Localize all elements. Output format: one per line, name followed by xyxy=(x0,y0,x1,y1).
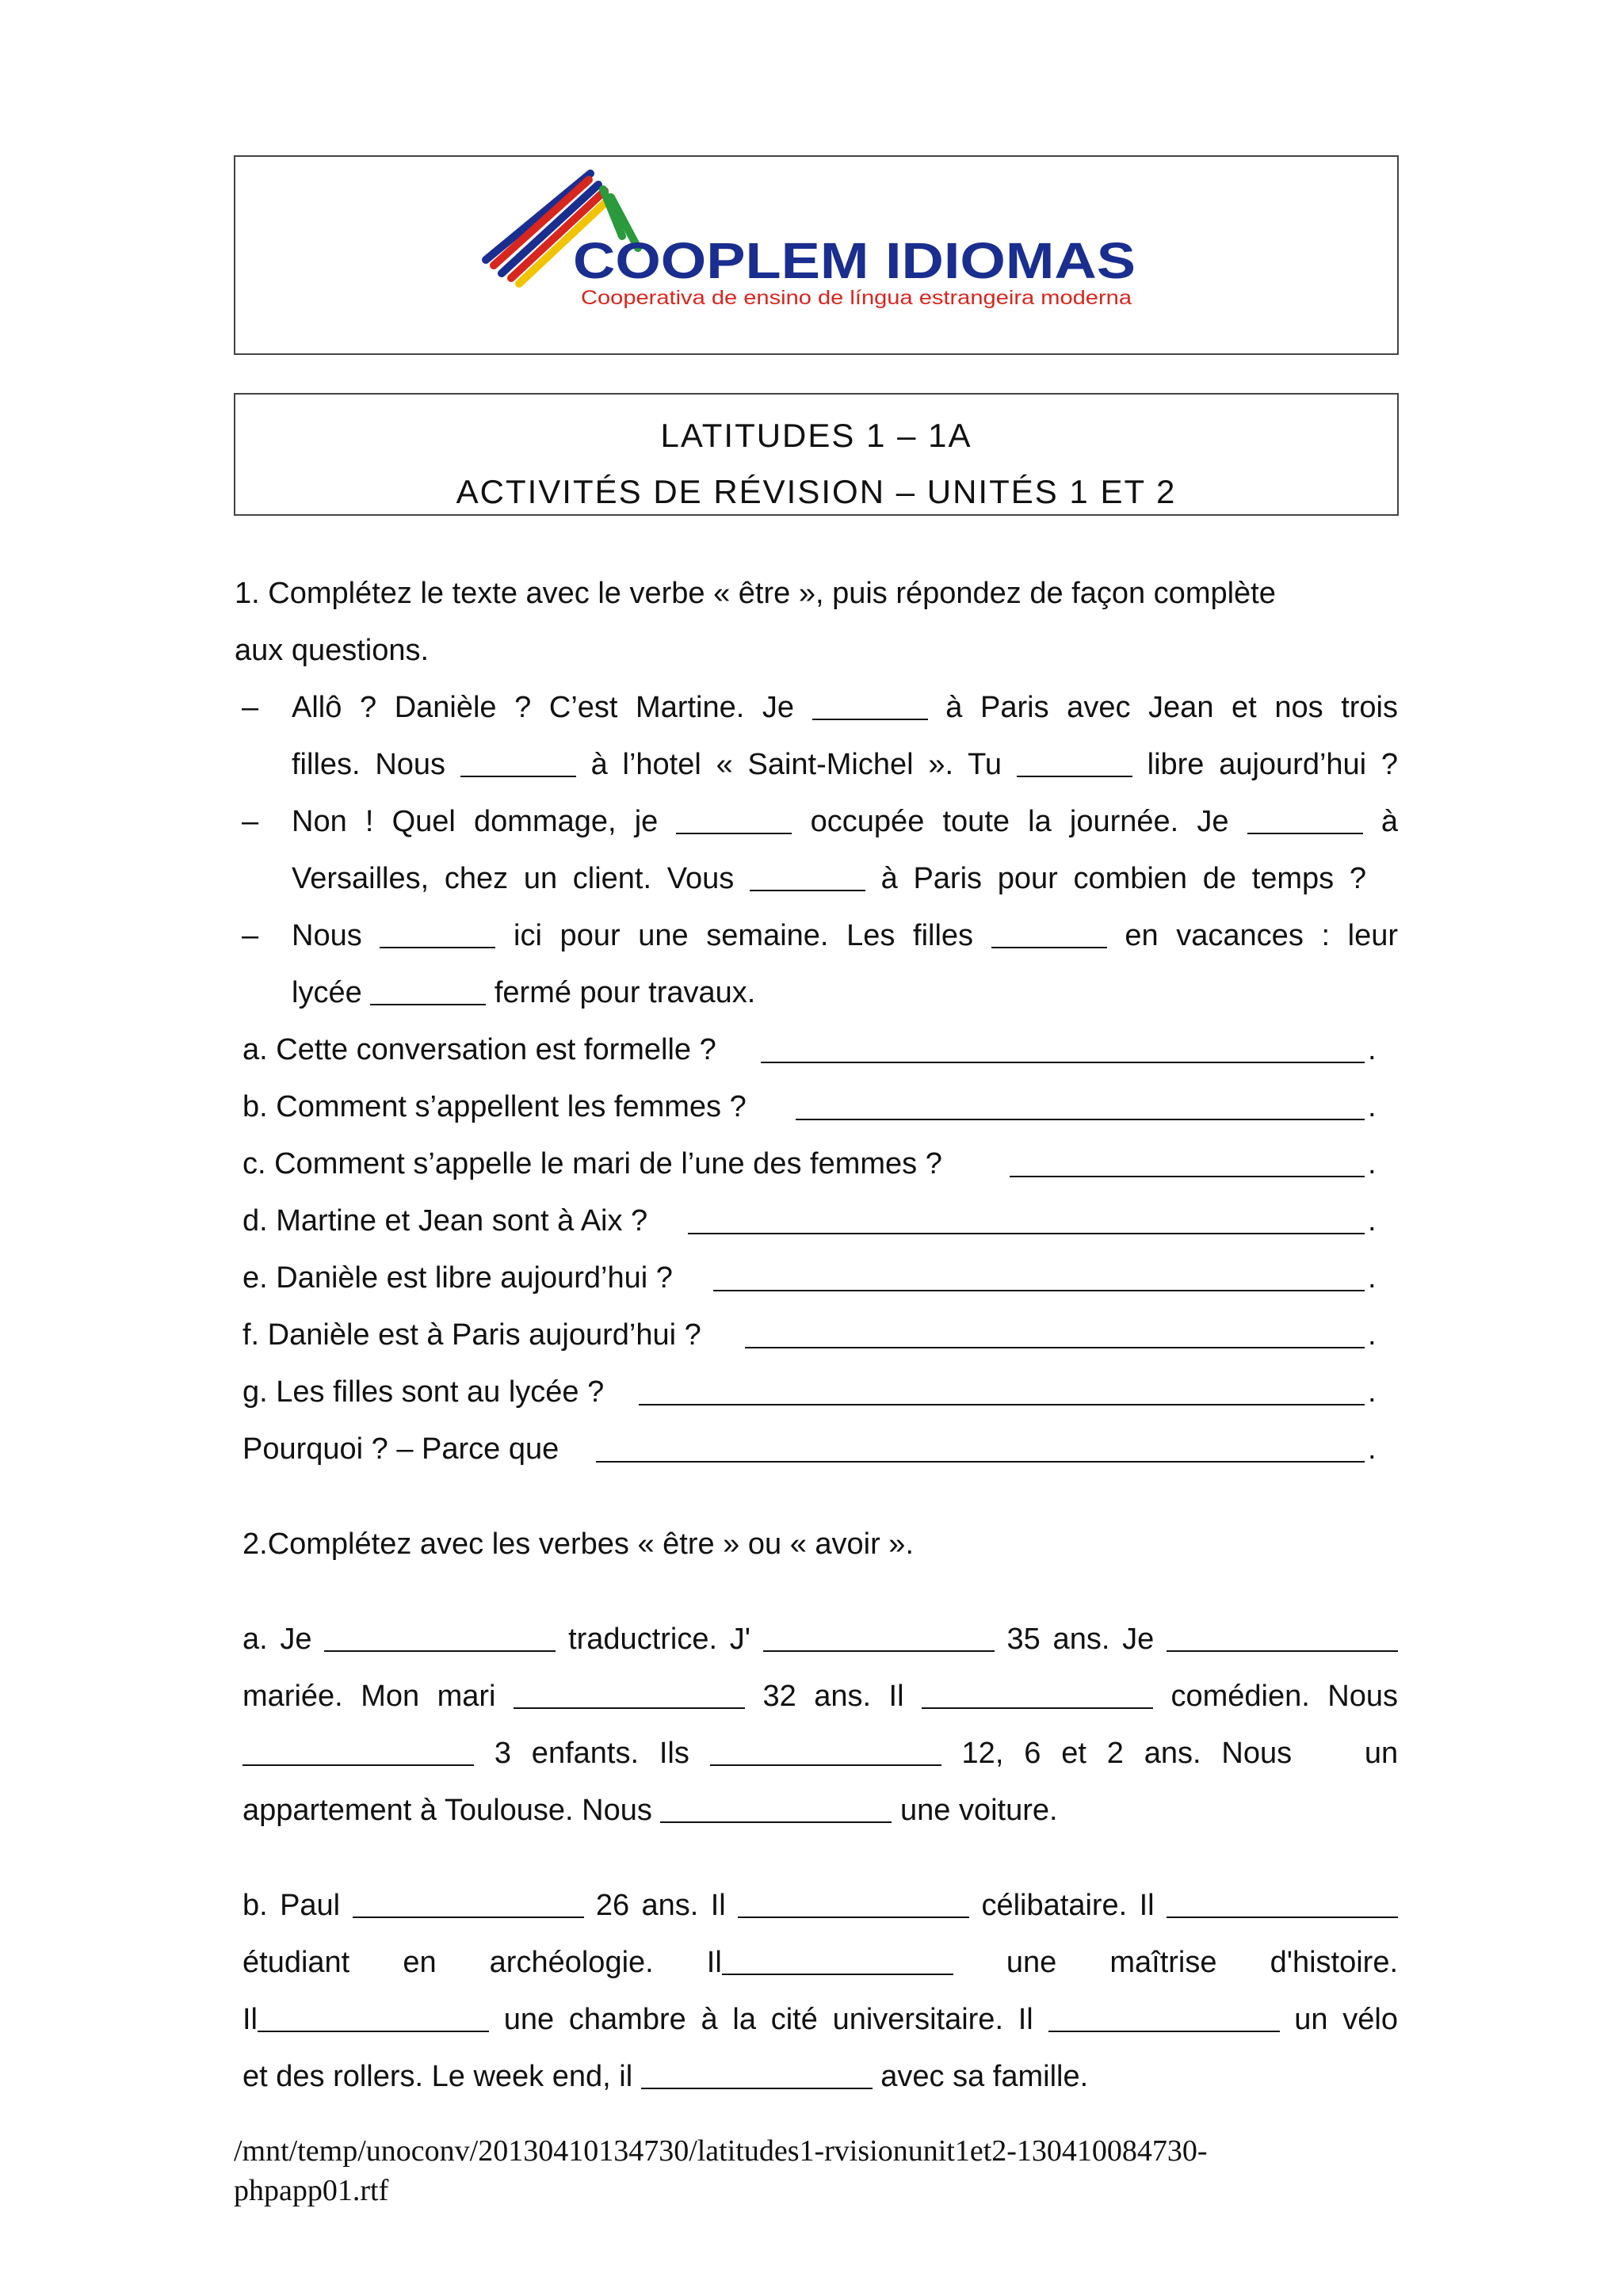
ex2-a-line-2: mariée. Mon mari 32 ans. Il comédien. Nous xyxy=(242,1668,1398,1725)
dialogue-line-1: Allô ? Danièle ? C’est Martine. Je à Paris avec Jean et nos trois xyxy=(292,679,1398,736)
blank[interactable] xyxy=(710,1734,941,1766)
question-e: e. Danièle est libre aujourd’hui ? xyxy=(242,1261,673,1295)
file-path-line-1: /mnt/temp/unoconv/20130410134730/latitudes1-rvisionunit1et2-130410084730- xyxy=(234,2134,1208,2168)
blank[interactable] xyxy=(380,917,495,948)
answer-line-b[interactable] xyxy=(796,1119,1365,1120)
course-title: LATITUDES 1 – 1A xyxy=(660,417,972,454)
blank[interactable] xyxy=(1167,1620,1398,1652)
blank[interactable] xyxy=(1017,746,1132,777)
blank[interactable] xyxy=(258,2000,489,2032)
dialogue-line-6: lycée fermé pour travaux. xyxy=(292,964,755,1021)
answer-line-a[interactable] xyxy=(761,1062,1365,1063)
logo-tagline: Cooperativa de ensino de língua estrangeira moderna xyxy=(581,287,1132,309)
blank[interactable] xyxy=(242,1734,474,1766)
blank[interactable] xyxy=(991,917,1107,948)
answer-period: . xyxy=(1368,1261,1377,1295)
ex1-instruction-line1: 1. Complétez le texte avec le verbe « être », puis répondez de façon complète xyxy=(235,577,1276,610)
question-c: c. Comment s’appelle le mari de l’une des femmes ? xyxy=(242,1147,942,1180)
question-d: d. Martine et Jean sont à Aix ? xyxy=(242,1204,648,1238)
ex2-a-line-4: appartement à Toulouse. Nous une voiture. xyxy=(242,1782,1058,1839)
blank[interactable] xyxy=(812,688,928,720)
ex2-a-line-1: a. Je traductrice. J' 35 ans. Je xyxy=(242,1611,1398,1668)
blank[interactable] xyxy=(750,860,865,891)
file-path-footer xyxy=(234,2131,1208,2210)
ex2-instruction: 2.Complétez avec les verbes « être » ou « avoir ». xyxy=(242,1527,915,1561)
blank[interactable] xyxy=(370,974,486,1005)
blank[interactable] xyxy=(1048,2000,1280,2032)
ex1-instruction-line2: aux questions. xyxy=(235,634,430,667)
answer-line-g[interactable] xyxy=(639,1404,1365,1405)
dialogue-dash: – xyxy=(242,919,259,952)
blank[interactable] xyxy=(738,1886,969,1918)
ex2-b-line-3: Il une chambre à la cité universitaire. Il un vélo xyxy=(242,1991,1398,2048)
answer-period: . xyxy=(1368,1375,1377,1409)
activity-title: ACTIVITÉS DE RÉVISION – UNITÉS 1 ET 2 xyxy=(456,473,1177,510)
blank[interactable] xyxy=(1247,803,1363,834)
answer-period: . xyxy=(1368,1432,1377,1466)
blank[interactable] xyxy=(324,1620,556,1652)
answer-period: . xyxy=(1368,1318,1377,1352)
blank[interactable] xyxy=(722,1943,953,1975)
dialogue-dash: – xyxy=(242,805,259,838)
answer-line-c[interactable] xyxy=(1010,1176,1365,1177)
dialogue-line-3: Non ! Quel dommage, je occupée toute la journée. Je à xyxy=(292,793,1398,850)
blank[interactable] xyxy=(660,1791,892,1823)
blank[interactable] xyxy=(353,1886,584,1918)
blank[interactable] xyxy=(763,1620,995,1652)
blank[interactable] xyxy=(641,2058,873,2089)
answer-line-e[interactable] xyxy=(713,1290,1365,1291)
question-why: Pourquoi ? – Parce que xyxy=(242,1432,559,1466)
question-a: a. Cette conversation est formelle ? xyxy=(242,1033,716,1066)
title-frame xyxy=(234,393,1399,516)
ex2-b-line-4: et des rollers. Le week end, il avec sa famille. xyxy=(242,2048,1088,2105)
dialogue-line-2: filles. Nous à l’hotel « Saint-Michel ». Tu libre aujourd’hui ? xyxy=(292,736,1398,793)
answer-line-d[interactable] xyxy=(688,1233,1365,1234)
dialogue-line-4: Versailles, chez un client. Vous à Paris pour combien de temps ? xyxy=(292,850,1366,907)
question-f: f. Danièle est à Paris aujourd’hui ? xyxy=(242,1318,701,1352)
blank[interactable] xyxy=(1167,1886,1398,1918)
answer-period: . xyxy=(1368,1204,1377,1238)
blank[interactable] xyxy=(514,1677,745,1709)
blank[interactable] xyxy=(676,803,792,834)
answer-period: . xyxy=(1368,1090,1377,1123)
answer-line-why[interactable] xyxy=(596,1461,1365,1463)
blank[interactable] xyxy=(922,1677,1153,1709)
answer-line-f[interactable] xyxy=(745,1347,1365,1348)
ex2-b-line-1: b. Paul 26 ans. Il célibataire. Il xyxy=(242,1877,1398,1934)
file-path-line-2: phpapp01.rtf xyxy=(234,2174,389,2207)
ex2-b-line-2: étudiant en archéologie. Il une maîtrise d'histoire. xyxy=(242,1934,1398,1991)
blank[interactable] xyxy=(460,746,576,777)
question-b: b. Comment s’appellent les femmes ? xyxy=(242,1090,747,1123)
question-g: g. Les filles sont au lycée ? xyxy=(242,1375,605,1409)
cooplem-logo xyxy=(479,161,1145,319)
dialogue-line-5: Nous ici pour une semaine. Les filles en vacances : leur xyxy=(292,907,1398,964)
logo-name: COOPLEM IDIOMAS xyxy=(573,232,1136,289)
ex2-a-line-3: 3 enfants. Ils 12, 6 et 2 ans. Nous un xyxy=(242,1725,1398,1782)
answer-period: . xyxy=(1368,1147,1377,1180)
dialogue-dash: – xyxy=(242,691,259,724)
answer-period: . xyxy=(1368,1033,1377,1066)
